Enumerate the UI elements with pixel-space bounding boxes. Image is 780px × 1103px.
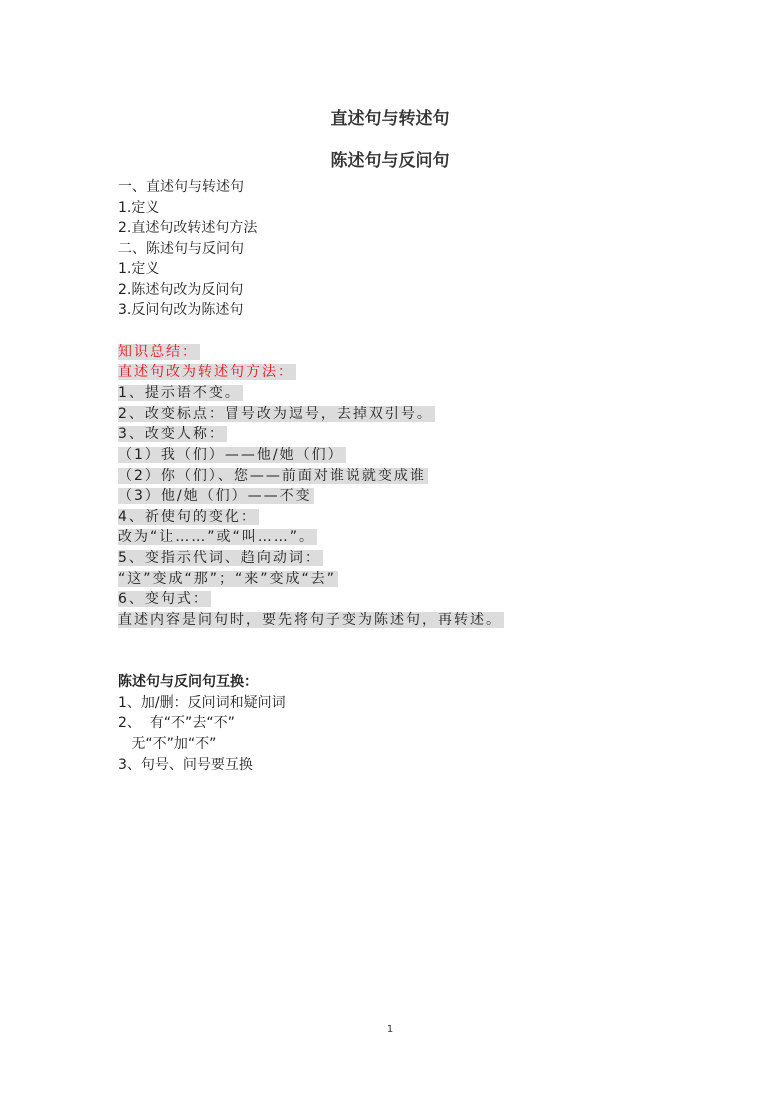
page-number: 1 <box>386 1024 394 1035</box>
summary-line: 改为“让……”或“叫……”。 <box>118 529 316 545</box>
page-title-2: 陈述句与反问句 <box>330 151 450 171</box>
outline-line: 2.陈述句改为反问句 <box>118 282 244 298</box>
summary-subheading: 直述句改为转述句方法： <box>118 364 294 380</box>
summary-line: （2）你（们）、您——前面对谁说就变成谁 <box>118 468 426 484</box>
exchange-line: 无“不”加“不” <box>118 736 217 752</box>
outline-line: 二、陈述句与反问句 <box>118 241 244 257</box>
outline-line: 3.反问句改为陈述句 <box>118 302 244 318</box>
summary-line: 6、变句式： <box>118 591 209 607</box>
summary-line: 4、祈使句的变化： <box>118 509 257 525</box>
summary-line: （1）我（们）——他/她（们） <box>118 447 344 463</box>
exchange-line: 3、句号、问号要互换 <box>118 757 253 773</box>
summary-line: 1、提示语不变。 <box>118 385 241 401</box>
summary-heading: 知识总结： <box>118 344 198 360</box>
summary-line: 直述内容是问句时，要先将句子变为陈述句，再转述。 <box>118 612 502 628</box>
exchange-line: 1、加/删：反问词和疑问词 <box>118 695 286 711</box>
exchange-line: 2、 有“不”去“不” <box>118 715 235 731</box>
outline-line: 2.直述句改转述句方法 <box>118 220 258 236</box>
summary-line: “这”变成“那”；“来”变成“去” <box>118 571 337 587</box>
outline-line: 1.定义 <box>118 200 160 216</box>
summary-line: 2、改变标点：冒号改为逗号，去掉双引号。 <box>118 406 433 422</box>
outline-line: 一、直述句与转述句 <box>118 179 244 195</box>
summary-line: 3、改变人称： <box>118 426 225 442</box>
page-title-1: 直述句与转述句 <box>330 109 450 129</box>
summary-line: （3）他/她（们）——不变 <box>118 488 312 504</box>
outline-line: 1.定义 <box>118 261 160 277</box>
exchange-heading: 陈述句与反问句互换： <box>118 674 258 690</box>
summary-line: 5、变指示代词、趋向动词： <box>118 550 321 566</box>
